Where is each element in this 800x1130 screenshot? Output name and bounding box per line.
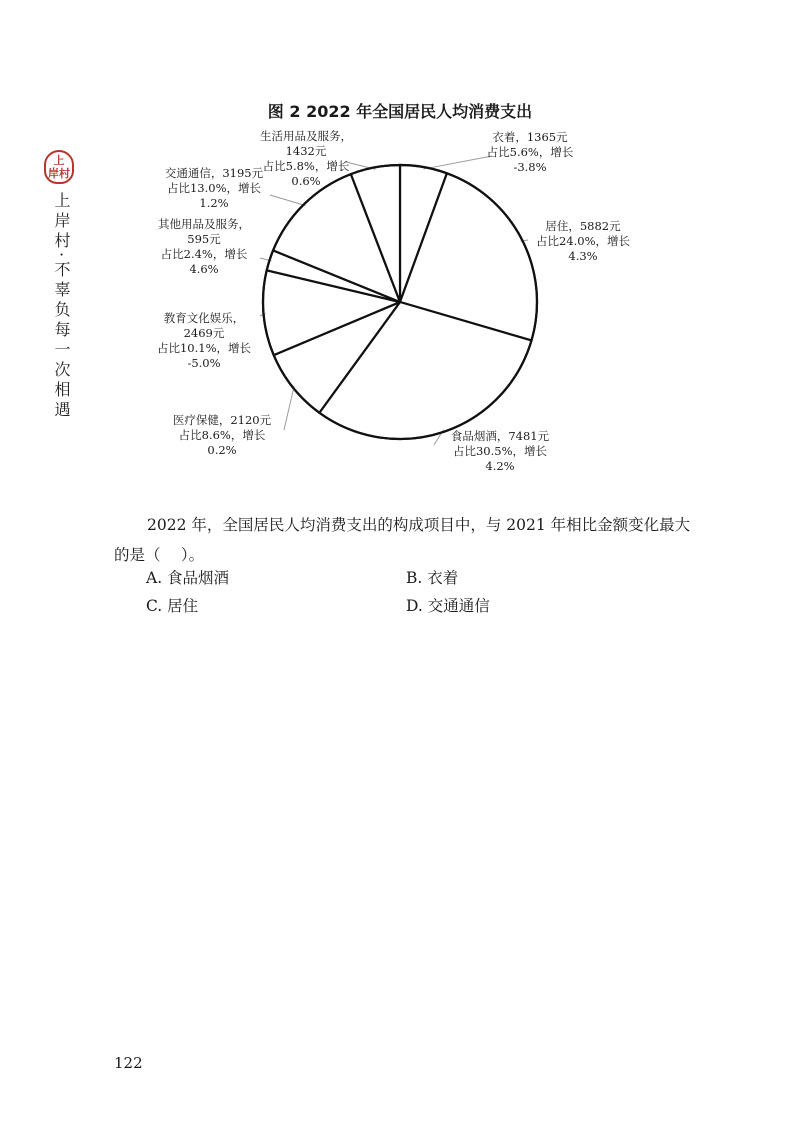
brand-slogan: 上岸村·不辜负每一次相遇 xyxy=(52,192,71,422)
figure-title: 图 2 2022 年全国居民人均消费支出 xyxy=(267,102,533,121)
leader-line-0 xyxy=(423,156,492,169)
slice-label-3: 医疗保健，2120元占比8.6%，增长 0.2% xyxy=(172,413,272,457)
slice-label-6: 交通通信，3195元占比13.0%，增长 1.2% xyxy=(164,166,264,210)
option-b[interactable]: B. 衣着 xyxy=(406,569,459,587)
option-c[interactable]: C. 居住 xyxy=(146,597,199,615)
page-number: 122 xyxy=(114,1054,143,1072)
slice-label-4: 教育文化娱乐， 2469元占比10.1%，增长-5.0% xyxy=(156,311,252,370)
option-a[interactable]: A. 食品烟酒 xyxy=(146,569,230,587)
leader-line-6 xyxy=(270,195,305,206)
slice-label-1: 居住，5882元占比24.0%，增长 4.3% xyxy=(535,219,631,263)
brand-seal-logo: 上 岸村 xyxy=(44,150,74,184)
slice-label-0: 衣着，1365元占比5.6%，增长-3.8% xyxy=(486,130,574,174)
pie-chart xyxy=(0,0,800,500)
slice-label-5: 其他用品及服务， 595元占比2.4%，增长 4.6% xyxy=(158,217,250,276)
leader-line-3 xyxy=(284,386,294,430)
slice-label-7: 生活用品及服务， 1432元占比5.8%，增长 0.6% xyxy=(260,129,352,188)
option-d[interactable]: D. 交通通信 xyxy=(406,597,490,615)
slice-label-2: 食品烟酒，7481元占比30.5%，增长 4.2% xyxy=(450,429,550,473)
question-stem: 2022 年，全国居民人均消费支出的构成项目中，与 2021 年相比金额变化最大的是（ ）。 xyxy=(114,516,691,564)
